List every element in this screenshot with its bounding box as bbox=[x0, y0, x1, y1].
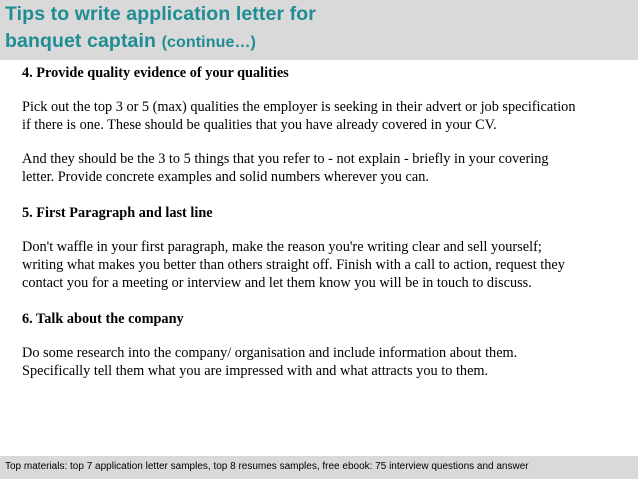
paragraph-research bbox=[22, 344, 622, 380]
page-title-main: banquet captain bbox=[5, 30, 157, 52]
title-bar bbox=[0, 0, 638, 60]
page-title-suffix: (continue…) bbox=[161, 34, 256, 51]
paragraph-line: Don't waffle in your first paragraph, make the reason you're writing clear and sell yourself; bbox=[22, 239, 542, 255]
paragraph-line: writing what makes you better than others straight off. Finish with a call to action, request they bbox=[22, 257, 565, 273]
paragraph-line: And they should be the 3 to 5 things that you refer to - not explain - briefly in your covering bbox=[22, 151, 549, 167]
footer-text: Top materials: top 7 application letter samples, top 8 resumes samples, free ebook: 75 interview questions and answer bbox=[5, 461, 529, 472]
section-heading-6: 6. Talk about the company bbox=[22, 311, 184, 327]
paragraph-line: Pick out the top 3 or 5 (max) qualities the employer is seeking in their advert or job specification bbox=[22, 99, 576, 115]
paragraph-line: contact you for a meeting or interview and let them know you will be in touch to discuss. bbox=[22, 275, 532, 291]
content-body bbox=[22, 64, 622, 380]
paragraph-line: Specifically tell them what you are impressed with and what attracts you to them. bbox=[22, 363, 489, 379]
paragraph-line: if there is one. These should be qualities that you have already covered in your CV. bbox=[22, 117, 497, 133]
paragraph-first-paragraph bbox=[22, 238, 622, 292]
paragraph-three-to-five bbox=[22, 150, 622, 186]
paragraph-line: Do some research into the company/ organisation and include information about them. bbox=[22, 345, 518, 361]
section-heading-4: 4. Provide quality evidence of your qualities bbox=[22, 65, 289, 81]
paragraph-line: letter. Provide concrete examples and solid numbers wherever you can. bbox=[22, 169, 429, 185]
paragraph-qualities bbox=[22, 98, 622, 134]
page-title-line-2 bbox=[5, 30, 256, 53]
section-heading-5: 5. First Paragraph and last line bbox=[22, 205, 213, 221]
page-title-line-1: Tips to write application letter for bbox=[5, 3, 316, 25]
footer-bar bbox=[0, 456, 638, 479]
